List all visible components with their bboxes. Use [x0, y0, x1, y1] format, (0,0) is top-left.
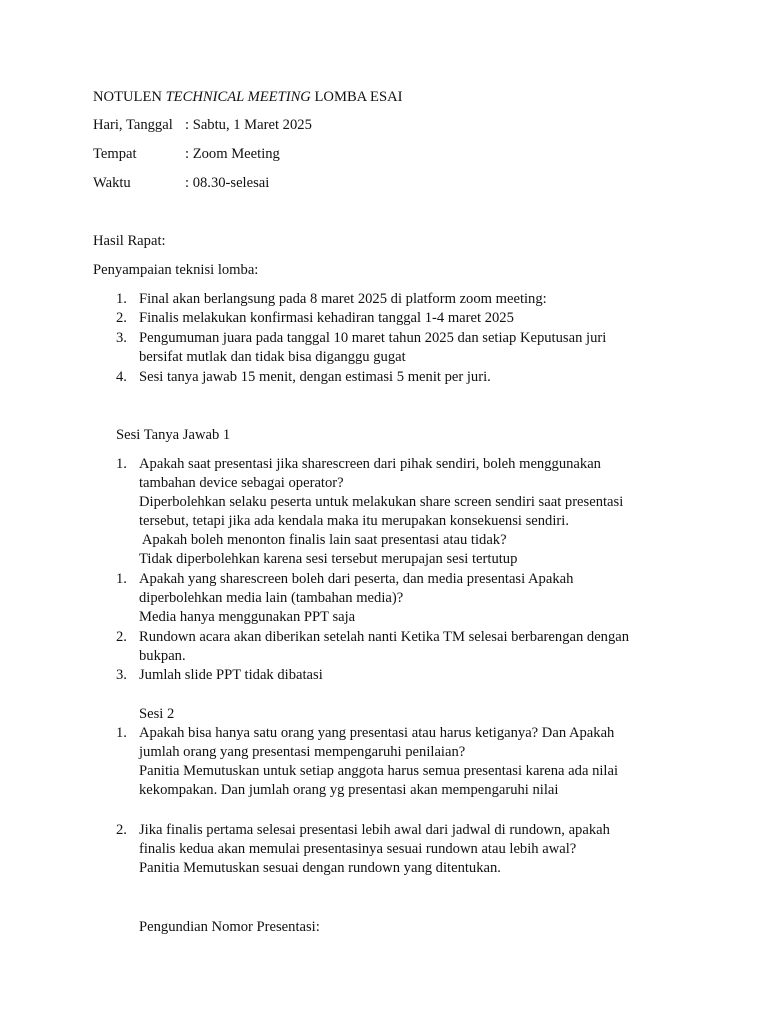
list-number: 2. [116, 822, 127, 838]
question-text: tambahan device sebagai operator? [139, 475, 344, 491]
question-text: jumlah orang yang presentasi mempengaruhi penilaian? [139, 744, 466, 760]
list-number: 4. [116, 369, 127, 385]
question-text: Apakah yang sharescreen boleh dari peserta, dan media presentasi Apakah [139, 571, 574, 587]
answer-text: Tidak diperbolehkan karena sesi tersebut merupajan sesi tertutup [139, 551, 518, 567]
question-text: diperbolehkan media lain (tambahan media)? [139, 590, 404, 606]
list-number: 1. [116, 571, 127, 587]
hasil-rapat-label: Hasil Rapat: [93, 233, 166, 249]
question-text: Jika finalis pertama selesai presentasi lebih awal dari jadwal di rundown, apakah [139, 822, 610, 838]
list-item: Finalis melakukan konfirmasi kehadiran tanggal 1-4 maret 2025 [139, 310, 514, 326]
document-title [93, 90, 402, 105]
list-number: 1. [116, 291, 127, 307]
meta-label-date: Hari, Tanggal [93, 117, 173, 133]
pengundian-label: Pengundian Nomor Presentasi: [139, 919, 320, 935]
title-suffix: LOMBA ESAI [310, 89, 403, 105]
list-item: Pengumuman juara pada tanggal 10 maret tahun 2025 dan setiap Keputusan juri [139, 330, 607, 346]
penyampaian-label: Penyampaian teknisi lomba: [93, 262, 259, 278]
list-number: 1. [116, 725, 127, 741]
meta-value-time: : 08.30-selesai [185, 175, 270, 191]
answer-text: Panitia Memutuskan sesuai dengan rundown yang ditentukan. [139, 860, 501, 876]
answer-text: Media hanya menggunakan PPT saja [139, 609, 356, 625]
question-text: Apakah bisa hanya satu orang yang presentasi atau harus ketiganya? Dan Apakah [139, 725, 615, 741]
list-number: 1. [116, 456, 127, 472]
meta-label-time: Waktu [93, 175, 131, 191]
list-item: Sesi tanya jawab 15 menit, dengan estimasi 5 menit per juri. [139, 369, 491, 385]
list-number: 2. [116, 310, 127, 326]
sesi2-heading: Sesi 2 [139, 706, 175, 722]
meta-label-place: Tempat [93, 146, 137, 162]
sesi1-heading: Sesi Tanya Jawab 1 [116, 427, 231, 443]
title-prefix: NOTULEN [93, 89, 166, 105]
list-item-continuation: bukpan. [139, 648, 186, 664]
answer-text: tersebut, tetapi jika ada kendala maka itu merupakan konsekuensi sendiri. [139, 513, 569, 529]
list-item: Jumlah slide PPT tidak dibatasi [139, 667, 323, 683]
meta-value-place: : Zoom Meeting [185, 146, 280, 162]
list-number: 2. [116, 629, 127, 645]
question-text: Apakah saat presentasi jika sharescreen dari pihak sendiri, boleh menggunakan [139, 456, 601, 472]
answer-text: Panitia Memutuskan untuk setiap anggota harus semua presentasi karena ada nilai [139, 763, 619, 779]
question-text: finalis kedua akan memulai presentasinya sesuai rundown atau lebih awal? [139, 841, 577, 857]
meta-value-date: : Sabtu, 1 Maret 2025 [185, 117, 312, 133]
list-item-continuation: bersifat mutlak dan tidak bisa diganggu gugat [139, 349, 406, 365]
question-text: Apakah boleh menonton finalis lain saat presentasi atau tidak? [139, 532, 507, 548]
list-item: Final akan berlangsung pada 8 maret 2025 di platform zoom meeting: [139, 291, 547, 307]
list-number: 3. [116, 330, 127, 346]
list-number: 3. [116, 667, 127, 683]
list-item: Rundown acara akan diberikan setelah nanti Ketika TM selesai berbarengan dengan [139, 629, 630, 645]
title-italic: TECHNICAL MEETING [165, 89, 311, 105]
answer-text: Diperbolehkan selaku peserta untuk melakukan share screen sendiri saat presentasi [139, 494, 624, 510]
answer-text: kekompakan. Dan jumlah orang yg presentasi akan mempengaruhi nilai [139, 782, 559, 798]
